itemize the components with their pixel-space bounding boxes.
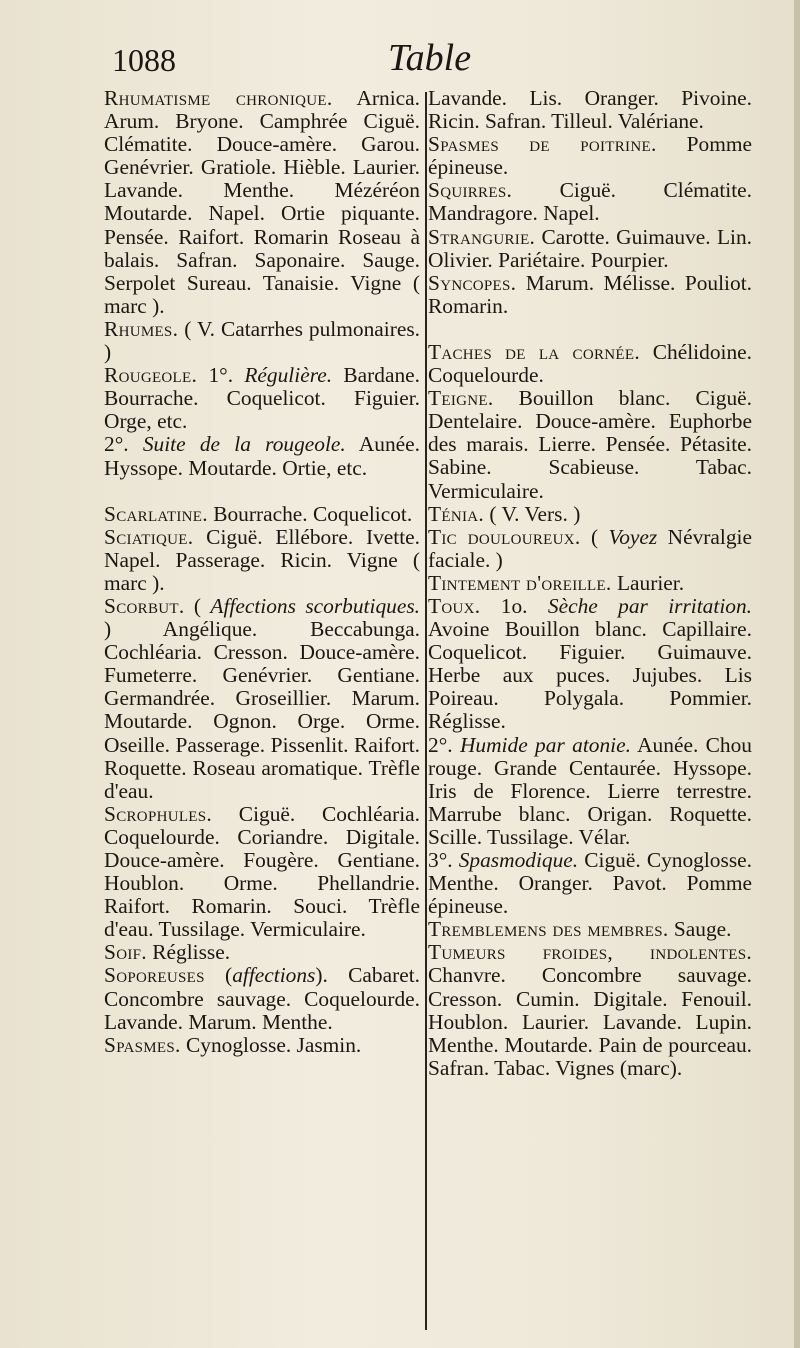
entry-text: Réglisse. (146, 940, 231, 965)
index-entry (428, 503, 752, 526)
entry-heading: Tumeurs froides, indolentes. (428, 940, 752, 965)
index-entry (428, 918, 752, 941)
entry-tail: ) Angélique. Beccabunga. Cochléaria. Cresson. Douce-amère. Fumeterre. Genévrier. Gentiane. Germandrée. Groseillier. Marum. Moutarde. Ognon. Orge. Orme. Oseille. Passerage. Pissenlit. Raifort. Roquette. Roseau aromatique. Trèfle d'eau. (104, 617, 420, 803)
index-entry (428, 734, 752, 849)
index-entry (104, 941, 420, 964)
entry-text: Sauge. (668, 917, 732, 942)
index-entry (104, 803, 420, 942)
index-entry (428, 941, 752, 1080)
index-entry (104, 318, 420, 364)
entry-heading: Ténia. (428, 501, 485, 526)
running-title: Table (388, 37, 472, 79)
page-edge (794, 0, 800, 1348)
entry-italic: Suite de la rougeole. (142, 432, 346, 457)
entry-text: ( V. Catarrhes pulmonaires. ) (104, 316, 420, 365)
entry-tail: Bardane. Bourrache. Coquelicot. Figuier. Orge, etc. (104, 363, 420, 434)
entry-text: 1o. (480, 593, 548, 618)
entry-heading: Taches de la cornée. (428, 339, 640, 364)
entry-text: Cynoglosse. Jasmin. (180, 1032, 362, 1057)
entry-italic: Affections scorbutiques. (210, 593, 421, 618)
index-entry (428, 341, 752, 387)
index-entry (104, 526, 420, 595)
index-entry (428, 387, 752, 502)
entry-italic: Spasmodique. (458, 848, 579, 872)
entry-heading: Syncopes. (428, 270, 517, 295)
entry-text: Arnica. Arum. Bryone. Camphrée Ciguë. Clématite. Douce-amère. Garou. Genévrier. Gratiole. Hièble. Laurier. Lavande. Menthe. Mézéréon Moutarde. Napel. Ortie piquante. Pensée. Raifort. Romarin Roseau à balais. Safran. Saponaire. Sauge. Serpolet Sureau. Tanaisie. Vigne ( marc ). (104, 86, 421, 318)
index-entry (428, 87, 752, 133)
entry-text: ( (184, 593, 211, 618)
index-entry (428, 226, 752, 272)
entry-tail: ). Cabaret. Concombre sauvage. Coquelourde. Lavande. Marum. Menthe. (104, 963, 420, 1034)
entry-tail: Aunée. Hyssope. Moutarde. Ortie, etc. (104, 432, 421, 480)
index-entry (428, 572, 752, 595)
entry-heading: Soif. (104, 940, 147, 965)
entry-text: Carotte. Guimauve. Lin. Olivier. Pariétaire. Pourpier. (428, 224, 752, 272)
index-entry (104, 503, 420, 526)
entry-heading: Scorbut. (104, 593, 185, 618)
entry-heading: Sciatique. (104, 524, 194, 549)
entry-heading: Spasmes. (104, 1032, 181, 1057)
entry-tail: Ciguë. Cynoglosse. Menthe. Oranger. Pavot. Pomme épineuse. (428, 848, 752, 919)
entry-text: Lavande. Lis. Oranger. Pivoine. Ricin. Safran. Tilleul. Valériane. (428, 86, 752, 134)
entry-italic: affections (232, 963, 316, 988)
index-entry (428, 272, 752, 318)
entry-text: 3°. (428, 848, 459, 872)
index-entry (428, 179, 752, 225)
entry-text: Ciguë. Clématite. Mandragore. Napel. (428, 178, 752, 226)
entry-text: Laurier. (611, 570, 685, 595)
right-column (428, 87, 752, 1080)
entry-heading: Scarlatine. (104, 501, 208, 526)
entry-text: Marum. Mélisse. Pouliot. Romarin. (428, 270, 752, 318)
entry-heading: Soporeuses (104, 963, 205, 988)
entry-text: Ciguë. Cochléaria. Coquelourde. Coriandre. Digitale. Douce-amère. Fougère. Gentiane. Houblon. Orme. Phellandrie. Raifort. Romarin. Souci. Trèfle d'eau. Tussilage. Vermiculaire. (104, 801, 420, 942)
entry-italic: Humide par atonie. (459, 732, 631, 757)
entry-text: ( (204, 963, 233, 988)
entry-text: 2°. (104, 432, 143, 457)
entry-heading: Tic douloureux. (428, 524, 581, 549)
entry-heading: Rougeole. (104, 363, 198, 388)
entry-italic: Sèche par irritation. (547, 593, 752, 618)
entry-heading: Rhumatisme chronique. (104, 86, 333, 110)
entry-text: Chélidoine. Coquelourde. (428, 339, 752, 388)
entry-text: Pomme épineuse. (428, 132, 752, 180)
index-entry (428, 595, 752, 734)
index-entry (104, 964, 420, 1033)
page-number: 1088 (112, 42, 176, 78)
entry-text: Chanvre. Concombre sauvage. Cresson. Cumin. Digitale. Fenouil. Houblon. Laurier. Lavande. Lupin. Menthe. Moutarde. Pain de pourceau. Safran. Tabac. Vignes (marc). (428, 963, 752, 1080)
entry-tail: Avoine Bouillon blanc. Capillaire. Coquelicot. Figuier. Guimauve. Herbe aux puces. Jujubes. Lis Poireau. Polygala. Pommier. Réglisse. (428, 617, 752, 734)
index-entry (104, 595, 420, 803)
entry-heading: Tintement d'oreille. (428, 570, 612, 595)
entry-text: 1°. (197, 363, 245, 388)
entry-text: ( V. Vers. ) (484, 501, 581, 526)
entry-text: Ciguë. Ellébore. Ivette. Napel. Passerage. Ricin. Vigne ( marc ). (104, 524, 420, 595)
entry-text: 2°. (428, 732, 460, 757)
index-entry (428, 526, 752, 572)
entry-text: Bourrache. Coquelicot. (207, 501, 413, 526)
entry-text: Bouillon blanc. Ciguë. Dentelaire. Douce-amère. Euphorbe des marais. Lierre. Pensée. Pétasite. Sabine. Scabieuse. Tabac. Vermiculaire. (428, 386, 752, 503)
entry-italic: Voyez (608, 524, 658, 549)
entry-tail: Aunée. Chou rouge. Grande Centaurée. Hyssope. Iris de Florence. Lierre terrestre. Marrube blanc. Origan. Roquette. Scille. Tussilage. Vélar. (428, 732, 752, 849)
index-entry (104, 1034, 420, 1057)
index-entry (104, 87, 420, 318)
page-header (0, 34, 800, 90)
entry-heading: Teigne. (428, 386, 494, 411)
left-column (104, 87, 420, 1057)
entry-italic: Régulière. (244, 363, 333, 388)
entry-heading: Spasmes de poitrine. (428, 132, 657, 157)
column-divider (425, 92, 427, 1330)
entry-text: ( (580, 524, 609, 549)
index-entry (428, 133, 752, 179)
index-entry (428, 849, 752, 918)
entry-heading: Strangurie. (428, 224, 536, 249)
entry-heading: Rhumes. (104, 316, 179, 341)
entry-heading: Tremblemens des membres. (428, 917, 669, 942)
index-entry (104, 364, 420, 433)
entry-heading: Toux. (428, 593, 481, 618)
entry-heading: Squirres. (428, 178, 513, 203)
entry-heading: Scrophules. (104, 801, 213, 826)
index-entry (104, 433, 420, 479)
entry-tail: Névralgie faciale. ) (428, 524, 752, 572)
